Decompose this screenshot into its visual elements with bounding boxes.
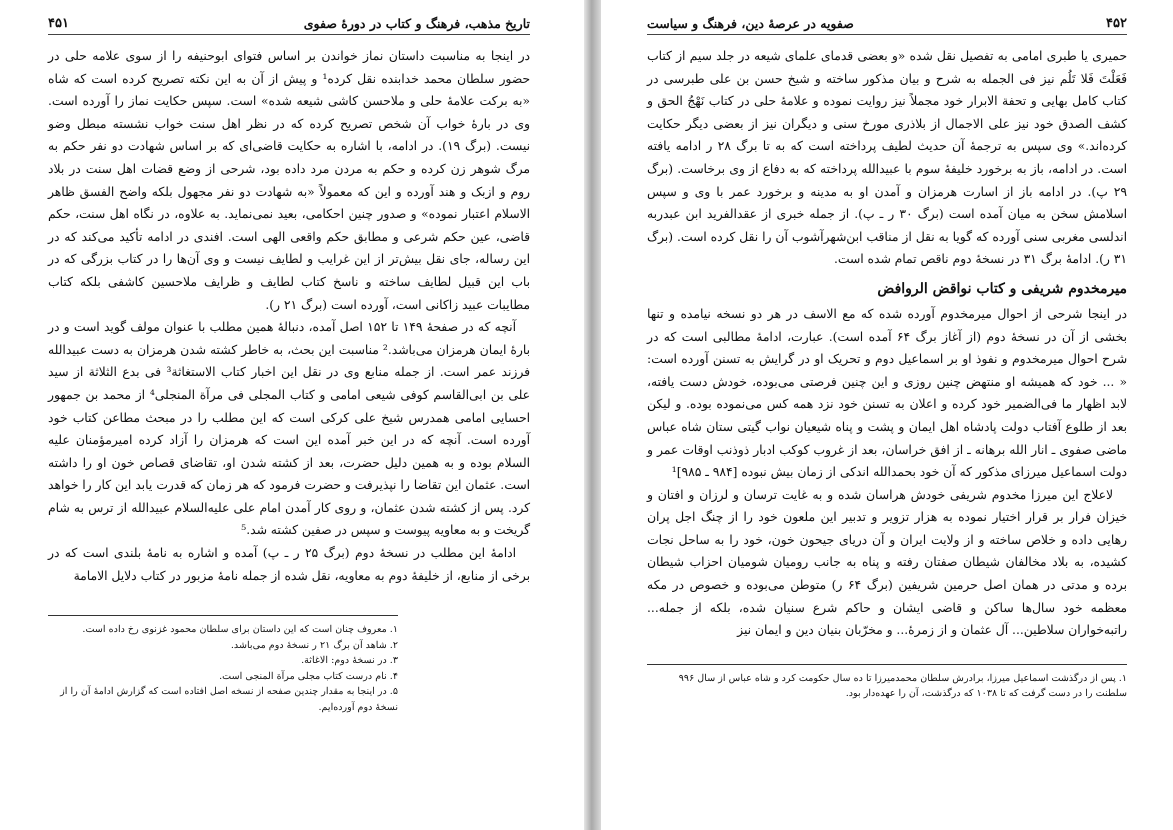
left-footnote-2: ۲. شاهد آن برگ ۲۱ ر نسخهٔ دوم می‌باشد. xyxy=(230,639,398,651)
right-running-head xyxy=(647,14,1127,35)
left-footnotes xyxy=(48,615,398,715)
left-footnote-3: ۳. در نسخهٔ دوم: الاغاثة. xyxy=(301,655,398,667)
right-paragraph-1: حمیری یا طبری امامی به تفصیل نقل شده «و بعضی قدمای علمای شیعه در جلد سیم از کتاب فَعَلْتَ فَلا تَلُم نیز فی الجمله به شرح و بیان مذکور ساخته و شیخ حسن بن علی طبرسی در کتاب کامل بهایی و تحفة الابرار خود مجملاً نیز روایت نموده و علامهٔ حلی در کتاب نَهْجُ الحق و کشف الصدق خود نیز علی الاجمال از بلاذری مورخ سنی و دیگران نیز از بعضی دیگر حکایت کرده‌اند.» وی سپس به ترجمهٔ آن حدیث لطیف پرداخته است که به تا برگ ۲۸ ر ادامه یافته است. در ادامه، باز به برخورد خلیفهٔ سوم با عبیدالله پرداخته که به دفاع از وی برخاست. (برگ ۲۹ پ). در ادامه باز از اسارت هرمزان و آمدن او به مدینه و برخورد عمر با وی و سپس اسلامش سخن به میان آمده است (برگ ۳۰ ر ـ پ). از جمله خبری از عقدالفرید ابن عبدربه اندلسی مغربی سنی آورده که گویا به نقل از مناقب ابن‌شهرآشوب آن را نقل کرده است. (برگ ۳۱ ر). ادامهٔ برگ ۳۱ در نسخهٔ دوم ناقص تمام شده است. xyxy=(647,49,1128,267)
left-footnote-5: ۵. در اینجا به مقدار چندین صفحه از نسخه اصل افتاده است که گزارش ادامهٔ آن را از نسخهٔ دوم آورده‌ایم. xyxy=(60,686,398,713)
right-paragraph-3: لاعلاج این میرزا مخدوم شریفی خودش هراسان شده و به غایت ترسان و لرزان و افتان و خیزان فرار بر قرار اختیار نموده به هزار تزویر و تدبیر این ملعون خود را از چنگ اجل پران رهایی داده و خلاص ساخته و از ولایت ایران و آن دریای جیحون خون، خود را به ساحل نجات کشیده، به بلاد مخالفان شیطان صفتان رفته و پناه به جانب رومیان شومیان احزاب شیطان برده و مدتی در همان اصل حرمین شریفین (برگ ۶۴ ر) متوطن می‌بوده و خصوص در مکه معظمه خود سال‌ها ساکن و قاضی ایشان و حاکم شرع سنیان شده، بلکه از جمله... راتبه‌خواران سلاطین... آل عثمان و از زمرهٔ... و مخرّبان بنیان دین و ایمان نیز xyxy=(647,487,1127,638)
right-running-title: صفویه در عرصهٔ دین، فرهنگ و سیاست xyxy=(647,15,854,31)
right-paragraph-2: در اینجا شرحی از احوال میرمخدوم آورده شده که مع الاسف در هر دو نسخه نیامده و تنها بخشی از آن در نسخهٔ دوم (از آغاز برگ ۶۴ آمده است). عبارت، ادامهٔ مطالبی است که در شرح احوال میرمخدوم و نفوذ او بر اسماعیل دوم و تحریک او در گرایش به تسنن آورده است: « ... خود که همیشه او منتهض چنین روزی و این چنین فرصتی می‌بوده، خودش دست یافته، لابد اظهار ما فی‌الضمیر خود کرده و اعلان به تسنن خود نزد همه کس می‌نموده بوده. و لیکن بعد از طلوع آفتاب دولت پادشاه اهل ایمان و پشت و پناه شیعیان نواب گیتی ستان شاه عباس ماضی صفوی ـ انار الله برهانه ـ از افق خراسان، بعد از غروب کوکب ادبار ذوذنب اوقات عمر و دولت اسماعیل میرزای مذکور که آن خود بحمدالله اندکی از زمان بیش نبوده [۹۸۴ ـ ۹۸۵]¹ xyxy=(647,306,1127,480)
right-footnotes xyxy=(647,664,1127,702)
left-paragraph-3: ادامهٔ این مطلب در نسخهٔ دوم (برگ ۲۵ ر ـ پ) آمده و اشاره به نامهٔ بلندی است که در برخی از منابع، از خلیفهٔ دوم به معاویه، نقل شده از جمله نامهٔ مزبور در کتاب دلایل الامامة xyxy=(48,546,530,583)
right-page xyxy=(601,0,1173,830)
left-body-text xyxy=(48,45,530,587)
left-page-number: ۴۵۱ xyxy=(48,15,69,31)
left-footnote-1: ۱. معروف چنان است که این داستان برای سلطان محمود غزنوی رخ داده است. xyxy=(82,624,398,636)
right-page-number: ۴۵۲ xyxy=(1106,15,1127,31)
right-body-text xyxy=(647,45,1127,642)
left-footnote-4: ۴. نام درست کتاب مجلی مرآة المنجی است. xyxy=(219,670,398,682)
right-footnote-1: ۱. پس از درگذشت اسماعیل میرزا، برادرش سلطان محمدمیرزا تا ده سال حکومت کرد و شاه عباس از سال ۹۹۶ سلطنت را در دست گرفت که تا ۱۰۳۸ که درگذشت، آن را عهده‌دار بود. xyxy=(678,672,1127,700)
left-paragraph-2: آنچه که در صفحهٔ ۱۴۹ تا ۱۵۲ اصل آمده، دنبالهٔ همین مطلب با عنوان مولف گوید است و در بارهٔ ایمان هرمزان می‌باشد.² مناسبت این بحث، به خاطر کشته شدن هرمزان به دست عبیدالله فرزند عمر است. از جمله منابع وی در نقل این اخبار کتاب الاستغاثة³ فی بدع الثلاثة از سید علی بن ابی‌القاسم کوفی شیعی امامی و کتاب المجلی فی مرآة المنجلی⁴ از محمد بن جمهور احسایی امامی همدرس شیخ علی کرکی است که این مطلب را در مبحث مطاعن کتاب خود آورده است. آنچه که در این خبر آمده این است که هرمزان را آزاد کرده امیرمؤمنان علیه السلام بوده و به همین دلیل حضرت، بعد از کشته شدن او، تقاضای قصاص خون او را داشته است. عثمان این تقاضا را نپذیرفت و حضرت فرمود که هر زمان که قدرت یابد این کار را خواهد کرد. پس از کشته شدن عثمان، و روی کار آمدن امام علی علیه‌السلام عبیدالله از ترس به شام گریخت و به معاویه پیوست و سپس در صفین کشته شد.⁵ xyxy=(48,320,531,538)
book-gutter xyxy=(584,0,601,830)
left-running-title: تاریخ مذهب، فرهنگ و کتاب در دورهٔ صفوی xyxy=(303,15,530,31)
left-running-head xyxy=(48,14,530,35)
section-heading: میرمخدوم شریفی و کتاب نواقض الروافض xyxy=(877,280,1127,297)
left-page xyxy=(0,0,584,830)
left-paragraph-1: در اینجا به مناسبت داستان نماز خواندن بر اساس فتوای ابوحنیفه را از سوی علامه حلی در حضور سلطان محمد خدابنده نقل کرده¹ و پیش از آن به این نکته تصریح کرده است که شاه «به برکت علامهٔ حلی و ملاحسن کاشی شیعه شده» است. سپس حکایت نماز را آورده است. وی در بارهٔ خواب آن شخص تصریح کرده که در نظر اهل سنت خواب نشسته مبطل وضو نیست. (برگ ۱۹). در ادامه، با اشاره به حکایت قاضی‌ای که بر اساس شهادت دو نفر حکم به مرگ شوهر زن کرده و حکم به مردن مرد داده بود، شرحی از وضع قضات اهل سنت در بلاد روم و ازبک و هند آورده و این که معمولاً «به شهادت دو نفر مجهول بلکه واضح الفسق ظاهر الاسلام اعتبار نموده» و صدور چنین احکامی، بعید نمی‌نماید. به علاوه، در نگاه اهل سنت، حکم قاضی، عین حکم شرعی و مطابق حکم واقعی الهی است. افندی در ادامه تأکید می‌کند که در این رساله، جای نقل بیش‌تر از این غرایب و لطایف نیست و وی آن‌ها را در کتاب بزرگی که در باب این قبیل لطایف ساخته و ناسخ کتاب لطایف و ظرایف ملاحسین کاشفی بلکه کتاب مطایبات عبید زاکانی است، آورده است (برگ ۲۱ ر). xyxy=(48,49,531,312)
